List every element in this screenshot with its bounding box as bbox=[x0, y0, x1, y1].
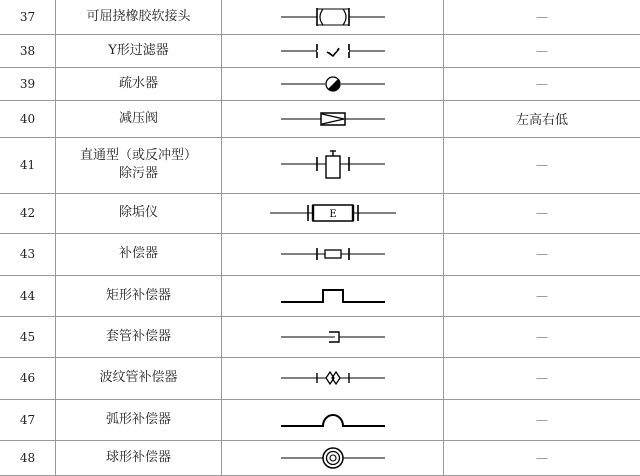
spherical-compensator-icon bbox=[273, 444, 393, 472]
pressure-reducing-valve-symbol bbox=[222, 100, 444, 137]
table-row bbox=[0, 399, 640, 440]
arc-compensator-symbol bbox=[222, 399, 444, 440]
y-strainer-icon bbox=[273, 39, 393, 63]
spherical-compensator-symbol bbox=[222, 440, 444, 475]
row-name: 弧形补偿器 bbox=[56, 399, 222, 440]
row-name: 矩形补偿器 bbox=[56, 275, 222, 316]
row-number: 47 bbox=[0, 399, 56, 440]
sleeve-compensator-icon bbox=[273, 325, 393, 349]
table-row bbox=[0, 440, 640, 475]
bellows-compensator-symbol bbox=[222, 357, 444, 399]
row-name: 球形补偿器 bbox=[56, 440, 222, 475]
steam-trap-symbol bbox=[222, 67, 444, 100]
table-row bbox=[0, 357, 640, 399]
table-row bbox=[0, 316, 640, 357]
descaler-icon bbox=[268, 201, 398, 225]
row-number: 43 bbox=[0, 233, 56, 275]
row-note: — bbox=[444, 193, 640, 233]
row-name: 可屈挠橡胶软接头 bbox=[56, 0, 222, 34]
row-name: 补偿器 bbox=[56, 233, 222, 275]
row-note: 左高右低 bbox=[444, 100, 640, 137]
pressure-reducing-valve-icon bbox=[273, 107, 393, 131]
y-strainer-symbol bbox=[222, 34, 444, 67]
bellows-compensator-icon bbox=[273, 366, 393, 390]
row-number: 42 bbox=[0, 193, 56, 233]
row-note: — bbox=[444, 233, 640, 275]
row-number: 46 bbox=[0, 357, 56, 399]
rectangular-compensator-symbol bbox=[222, 275, 444, 316]
row-number: 39 bbox=[0, 67, 56, 100]
row-name: 疏水器 bbox=[56, 67, 222, 100]
row-number: 40 bbox=[0, 100, 56, 137]
row-note: — bbox=[444, 316, 640, 357]
row-number: 45 bbox=[0, 316, 56, 357]
row-name: 套管补偿器 bbox=[56, 316, 222, 357]
steam-trap-icon bbox=[273, 72, 393, 96]
arc-compensator-icon bbox=[273, 408, 393, 432]
row-note: — bbox=[444, 67, 640, 100]
flexible-rubber-joint-icon bbox=[273, 5, 393, 29]
sleeve-compensator-symbol bbox=[222, 316, 444, 357]
table-row bbox=[0, 193, 640, 233]
row-name: 直通型（或反冲型） 除污器 bbox=[56, 137, 222, 193]
row-number: 48 bbox=[0, 440, 56, 475]
compensator-symbol bbox=[222, 233, 444, 275]
row-name: 波纹管补偿器 bbox=[56, 357, 222, 399]
table-row bbox=[0, 34, 640, 67]
row-name: 减压阀 bbox=[56, 100, 222, 137]
row-name: Y形过滤器 bbox=[56, 34, 222, 67]
rectangular-compensator-icon bbox=[273, 284, 393, 308]
row-note: — bbox=[444, 399, 640, 440]
row-number: 38 bbox=[0, 34, 56, 67]
compensator-icon bbox=[273, 242, 393, 266]
table-row bbox=[0, 100, 640, 137]
row-note: — bbox=[444, 34, 640, 67]
row-number: 44 bbox=[0, 275, 56, 316]
descaler-label: E bbox=[329, 209, 336, 220]
row-note: — bbox=[444, 440, 640, 475]
table-row bbox=[0, 67, 640, 100]
row-note: — bbox=[444, 275, 640, 316]
dirt-separator-icon bbox=[273, 147, 393, 183]
row-note: — bbox=[444, 0, 640, 34]
descaler-symbol bbox=[222, 193, 444, 233]
flexible-rubber-joint-symbol bbox=[222, 0, 444, 34]
row-note: — bbox=[444, 357, 640, 399]
table-row bbox=[0, 137, 640, 193]
row-number: 41 bbox=[0, 137, 56, 193]
row-name: 除垢仪 bbox=[56, 193, 222, 233]
dirt-separator-symbol bbox=[222, 137, 444, 193]
table-row bbox=[0, 0, 640, 34]
row-number: 37 bbox=[0, 0, 56, 34]
row-note: — bbox=[444, 137, 640, 193]
table-row bbox=[0, 275, 640, 316]
table-row bbox=[0, 233, 640, 275]
